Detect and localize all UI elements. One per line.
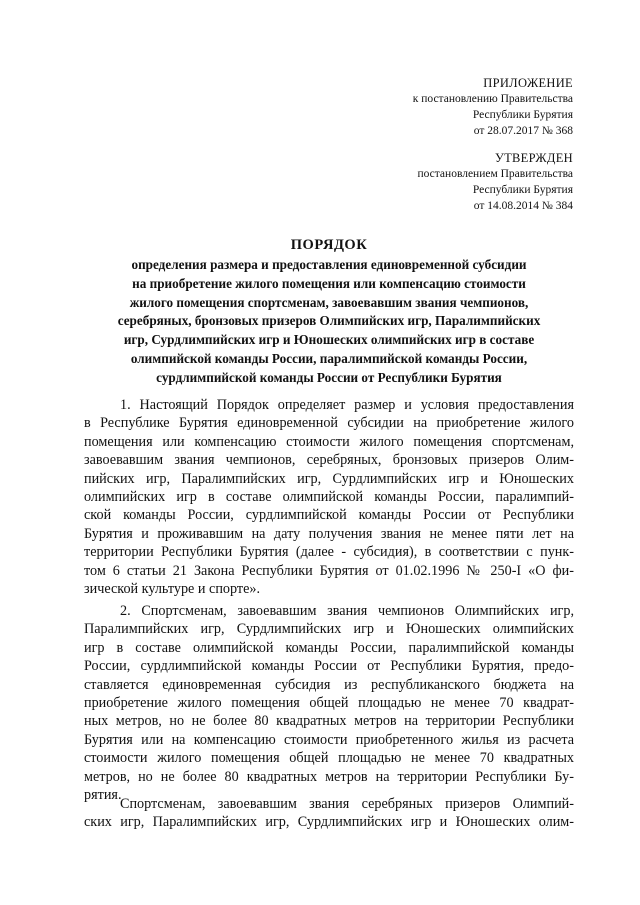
appendix-line: к постановлению Правительства (412, 93, 573, 105)
paragraph-2 (84, 602, 574, 804)
document-title (84, 235, 574, 388)
approved-header (417, 150, 573, 214)
text-line: метров, но не более 80 квадратных метров на территории Республики Бу- (84, 768, 574, 785)
text-line: том 6 статьи 21 Закона Республики Бурятия от 01.02.1996 № 250-I «О фи- (84, 562, 574, 579)
title-main: ПОРЯДОК (290, 237, 368, 253)
text-line: 2. Спортсменам, завоевавшим звания чемпионов Олимпийских игр, (120, 603, 574, 619)
text-line: рятия. (84, 787, 122, 804)
title-line: олимпийской команды России, паралимпийской команды России, (130, 350, 528, 366)
text-line: ской команды России, сурдлимпийской команды России от Республики (84, 507, 574, 524)
title-line: жилого помещения спортсменам, завоевавшим звания чемпионов, (129, 294, 529, 310)
title-line: серебряных, бронзовых призеров Олимпийских игр, Паралимпийских (117, 313, 541, 329)
text-line: пийских игр, Паралимпийских игр, Сурдлимпийских игр и Юношеских (84, 470, 574, 487)
text-line: Бурятия или на компенсацию стоимости приобретенного жилья из расчета (84, 731, 574, 748)
appendix-line: Республики Бурятия (472, 109, 573, 121)
appendix-header (413, 75, 573, 139)
text-line: территории Республики Бурятия (далее - субсидия), в соответствии с пунк- (84, 544, 574, 561)
text-line: 1. Настоящий Порядок определяет размер и условия предоставления (120, 397, 574, 413)
appendix-date: от 28.07.2017 № 368 (473, 125, 573, 137)
paragraph-3 (84, 795, 574, 832)
title-line: на приобретение жилого помещения или компенсацию стоимости (132, 275, 526, 291)
approved-label: УТВЕРЖДЕН (494, 151, 573, 165)
text-line: Паралимпийских игр, Сурдлимпийских игр и Юношеских олимпийских (84, 621, 574, 638)
approved-line: постановлением Правительства (417, 168, 573, 180)
text-line: Бурятия и проживавшим на дату получения звания не менее пяти лет на (84, 525, 574, 542)
title-line: игр, Сурдлимпийских игр и Юношеских олимпийских игр в составе (123, 332, 535, 348)
text-line: олимпийских игр в составе олимпийской команды России, паралимпий- (84, 489, 574, 506)
paragraph-1 (84, 396, 574, 598)
text-line: ных метров, но не более 80 квадратных метров на территории Республики (84, 713, 574, 730)
text-line: ских игр, Паралимпийских игр, Сурдлимпийских игр и Юношеских олим- (84, 814, 574, 831)
text-line: России, сурдлимпийской команды России от Республики Бурятия, предо- (84, 658, 574, 675)
text-line: завоевавшим звания чемпионов, серебряных, бронзовых призеров Олим- (84, 452, 574, 469)
title-line: определения размера и предоставления единовременной субсидии (131, 257, 527, 272)
text-line: Спортсменам, завоевавшим звания серебряных призеров Олимпий- (120, 796, 574, 812)
approved-date: от 14.08.2014 № 384 (473, 200, 573, 212)
title-line: сурдлимпийской команды России от Республики Бурятия (156, 369, 502, 385)
appendix-label: ПРИЛОЖЕНИЕ (483, 76, 573, 90)
text-line: игр в составе олимпийской команды России, паралимпийской команды (84, 639, 574, 656)
approved-line: Республики Бурятия (472, 184, 573, 196)
text-line: стоимости жилого помещения общей площадью не менее 70 квадратных (84, 750, 574, 767)
text-line: помещения или компенсацию стоимости жилого помещения спортсменам, (84, 433, 574, 450)
text-line: приобретение жилого помещения общей площадью не менее 70 квадрат- (84, 695, 574, 712)
text-line: ставляется единовременная субсидия из республиканского бюджета на (84, 676, 574, 693)
text-line: зической культуре и спорте». (84, 581, 261, 598)
title-subtitle (84, 256, 574, 388)
text-line: в Республике Бурятия единовременной субсидии на приобретение жилого (84, 415, 574, 432)
